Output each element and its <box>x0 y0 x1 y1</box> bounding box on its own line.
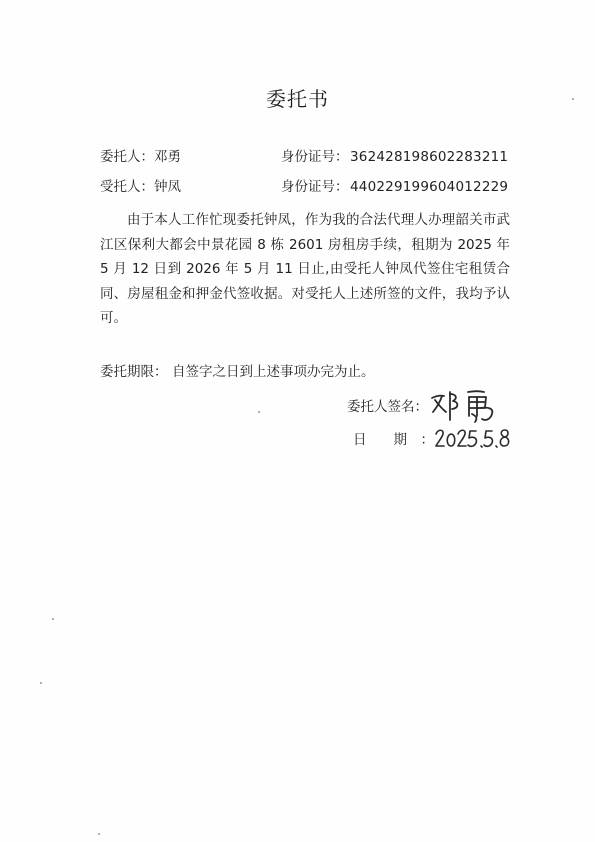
term-text: 自签字之日到上述事项办完为止。 <box>172 364 375 380</box>
term-label: 委托期限： <box>100 364 168 380</box>
agent-name: 钟凤 <box>154 179 181 195</box>
principal-name: 邓勇 <box>154 149 181 165</box>
document-title: 委托书 <box>266 87 329 111</box>
handwritten-signature <box>428 386 512 426</box>
principal-id-label: 身份证号： <box>281 149 349 165</box>
agent-id-label: 身份证号： <box>281 179 349 195</box>
date-label: 日 期 ： <box>353 432 434 448</box>
scan-speck <box>572 98 574 100</box>
principal-id-number: 362428198602283211 <box>350 149 509 165</box>
agent-label: 受托人： <box>100 179 154 195</box>
agent-id-number: 440229199604012229 <box>350 179 509 195</box>
scan-speck <box>98 833 100 835</box>
scan-speck <box>52 618 54 620</box>
scan-speck <box>258 411 260 413</box>
principal-label: 委托人： <box>100 149 154 165</box>
body-paragraph: 由于本人工作忙现委托钟凤，作为我的合法代理人办理韶关市武江区保利大都会中景花园 8 栋 2601 房租房手续，租期为 2025 年 5 月 12 日到 2026 年 5 月 11 日止,由受托人钟凤代签住宅租赁合同、房屋租金和押金代签收据。对受托人上述所签的文件，我均予认可。 <box>100 212 510 327</box>
scan-speck <box>40 682 42 684</box>
handwritten-date <box>432 422 512 458</box>
signature-label: 委托人签名： <box>347 399 428 415</box>
